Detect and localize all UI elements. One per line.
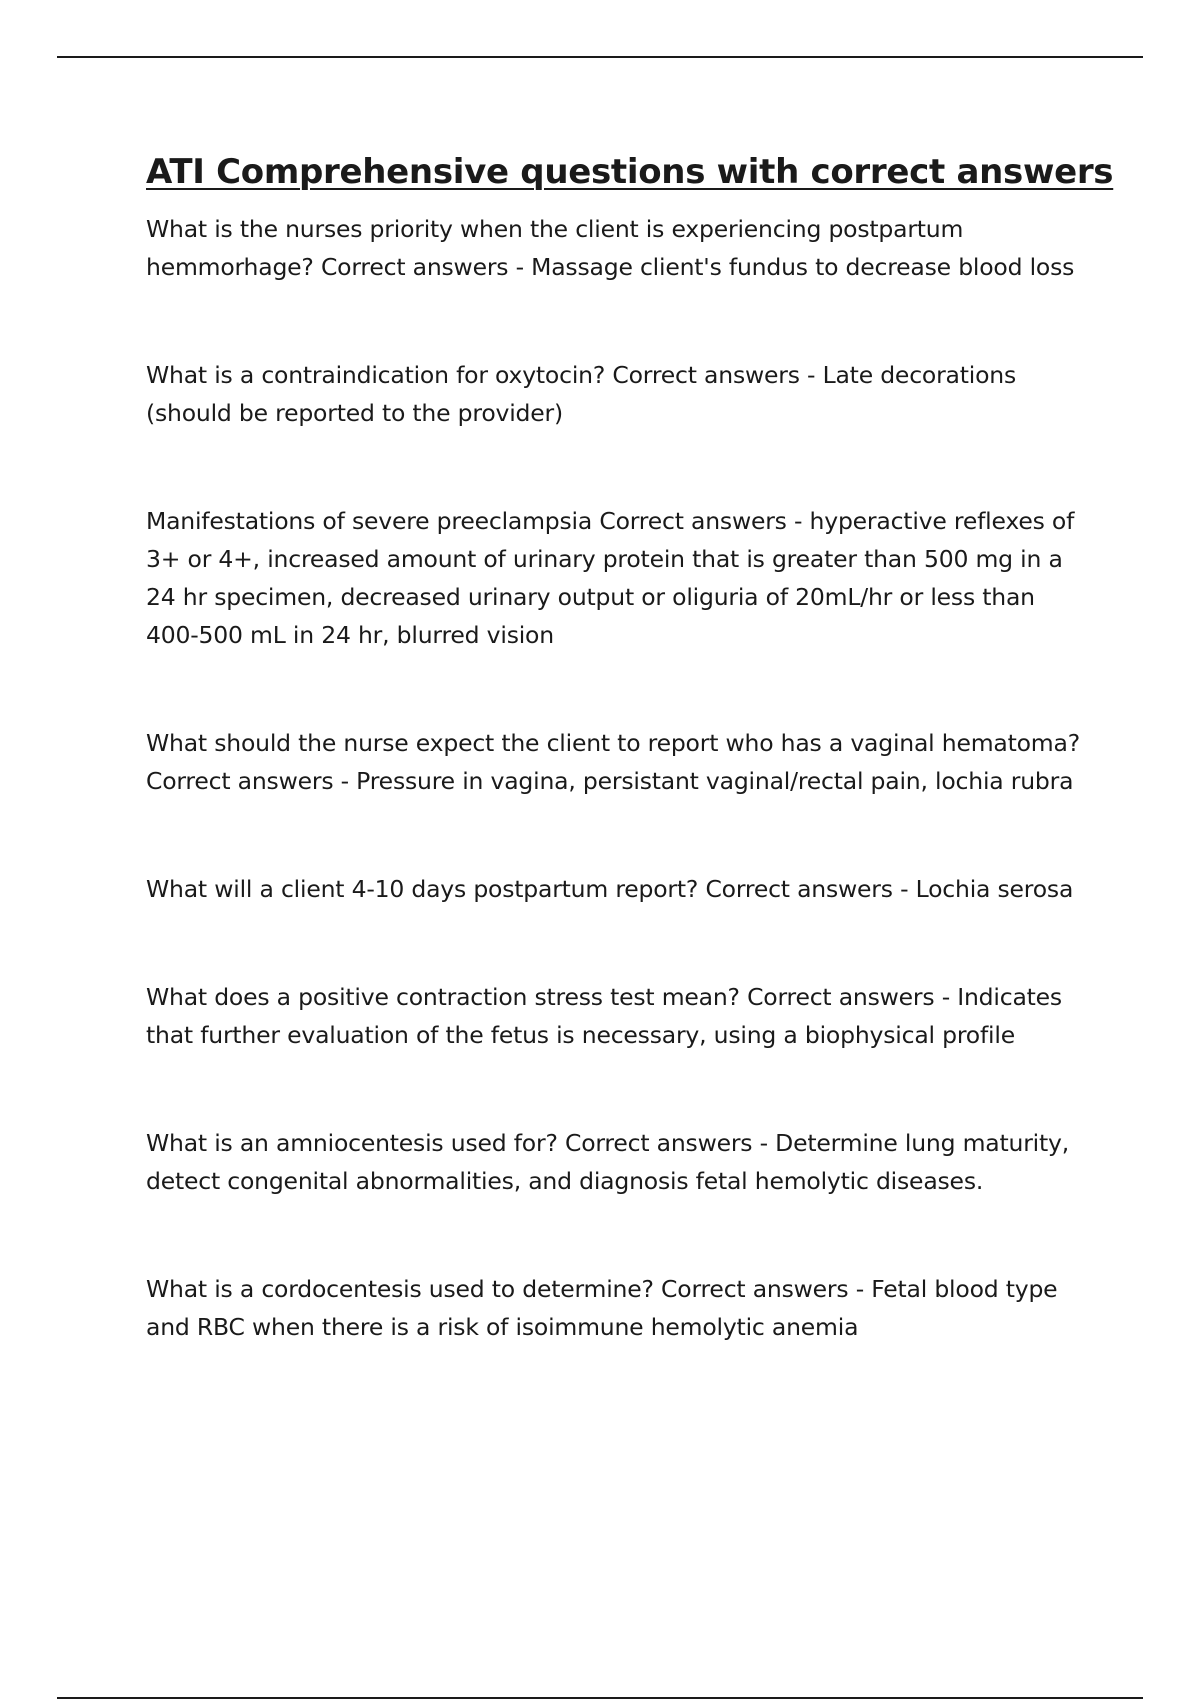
qa-item-postpartum-hemorrhage: What is the nurses priority when the client is experiencing postpartum hemmorhage? Correct answers - Massage client's fundus to decrease blood loss [146, 215, 1075, 281]
header-rule [57, 56, 1143, 58]
qa-list [146, 210, 1086, 1346]
qa-item-contraction-stress-test: What does a positive contraction stress test mean? Correct answers - Indicates that further evaluation of the fetus is necessary, using a biophysical profile [146, 983, 1062, 1049]
qa-item-severe-preeclampsia: Manifestations of severe preeclampsia Correct answers - hyperactive reflexes of 3+ or 4+, increased amount of urinary protein that is greater than 500 mg in a 24 hr specimen, decreased urinary output or oliguria of 20mL/hr or less than 400-500 mL in 24 hr, blurred vision [146, 507, 1075, 649]
qa-item-vaginal-hematoma: What should the nurse expect the client to report who has a vaginal hematoma? Correct answers - Pressure in vagina, persistant vaginal/rectal pain, lochia rubra [146, 729, 1080, 795]
qa-item-oxytocin-contraindication: What is a contraindication for oxytocin? Correct answers - Late decorations (should be reported to the provider) [146, 361, 1017, 427]
qa-item-cordocentesis: What is a cordocentesis used to determine? Correct answers - Fetal blood type and RBC when there is a risk of isoimmune hemolytic anemia [146, 1275, 1058, 1341]
document-title: ATI Comprehensive questions with correct answers [146, 152, 1114, 192]
qa-item-postpartum-lochia: What will a client 4-10 days postpartum report? Correct answers - Lochia serosa [146, 875, 1074, 903]
qa-item-amniocentesis: What is an amniocentesis used for? Correct answers - Determine lung maturity, detect congenital abnormalities, and diagnosis fetal hemolytic diseases. [146, 1129, 1069, 1195]
footer-rule [57, 1697, 1143, 1699]
document-body [146, 150, 1114, 1346]
